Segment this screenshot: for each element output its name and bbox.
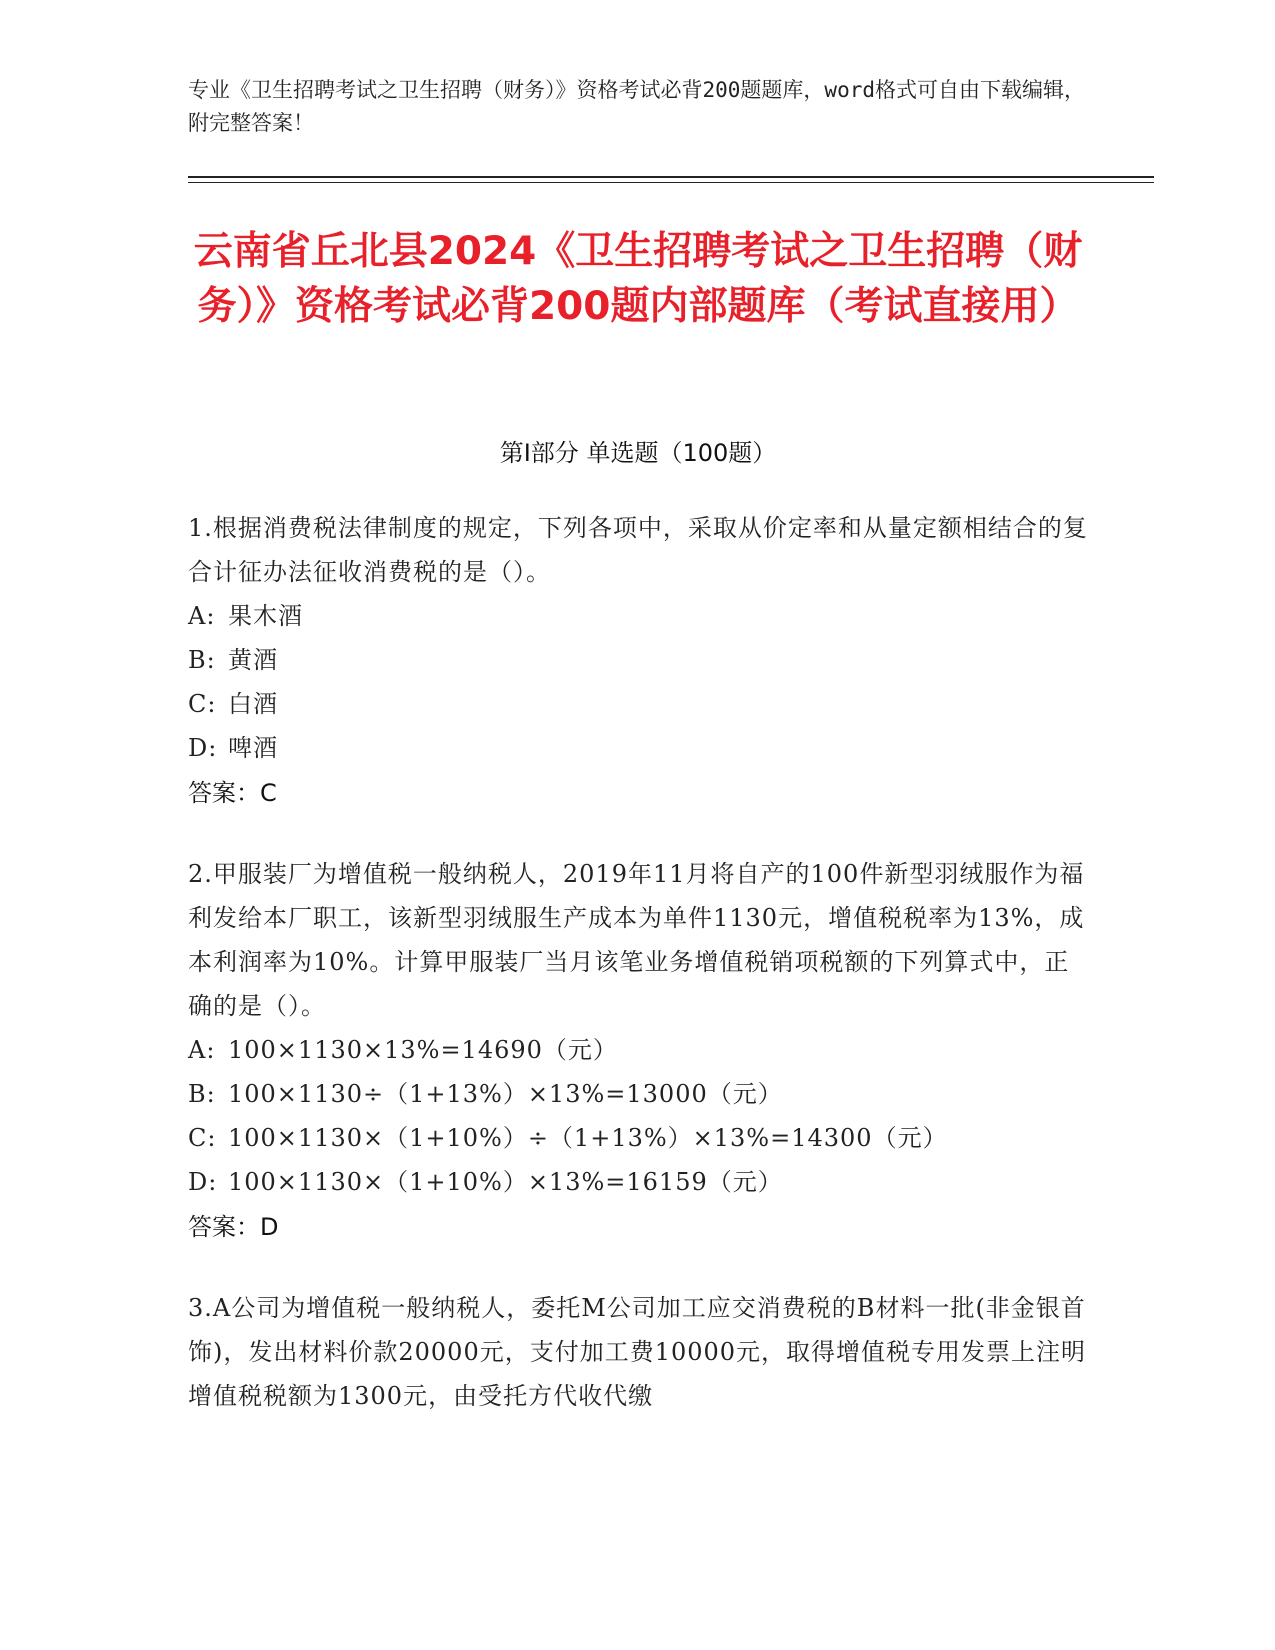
option-c xyxy=(188,682,1088,726)
option-b xyxy=(188,638,1088,682)
question-stem: 1.根据消费税法律制度的规定，下列各项中，采取从价定率和从量定额相结合的复合计征办法征收消费税的是（）。 xyxy=(188,514,1088,586)
option-text: 100×1130×13%=14690（元） xyxy=(228,1036,618,1064)
option-letter: A: xyxy=(188,1036,216,1064)
section-heading: 第Ⅰ部分 单选题（100题） xyxy=(499,439,777,467)
option-letter: A: xyxy=(188,602,216,630)
question-stem: 2.甲服装厂为增值税一般纳税人，2019年11月将自产的100件新型羽绒服作为福利发给本厂职工，该新型羽绒服生产成本为单件1130元，增值税税率为13%，成本利润率为10%。计算甲服装厂当月该笔业务增值税销项税额的下列算式中，正确的是（）。 xyxy=(188,860,1085,1020)
answer-label: 答案：D xyxy=(188,1213,279,1241)
question-3 xyxy=(188,1286,1088,1418)
option-text: 100×1130×（1+10%）÷（1+13%）×13%=14300（元） xyxy=(228,1124,948,1152)
option-d xyxy=(188,1160,1088,1204)
option-letter: C: xyxy=(188,1124,217,1152)
option-d xyxy=(188,726,1088,770)
option-text: 100×1130÷（1+13%）×13%=13000（元） xyxy=(228,1080,783,1108)
document-title: 云南省丘北县2024《卫生招聘考试之卫生招聘（财务）》资格考试必背200题内部题库（考试直接用） xyxy=(193,229,1083,329)
option-letter: D: xyxy=(188,734,218,762)
option-a xyxy=(188,1028,1088,1072)
question-1 xyxy=(188,506,1088,816)
option-letter: C: xyxy=(188,690,217,718)
option-letter: B: xyxy=(188,646,216,674)
header-divider-thin xyxy=(188,182,1154,183)
question-stem: 3.A公司为增值税一般纳税人，委托M公司加工应交消费税的B材料一批(非金银首饰)，发出材料价款20000元，支付加工费10000元，取得增值税专用发票上注明增值税税额为1300元，由受托方代收代缴 xyxy=(188,1294,1087,1410)
header-divider-thick xyxy=(188,176,1154,178)
option-text: 黄酒 xyxy=(228,646,278,674)
option-a xyxy=(188,594,1088,638)
option-c xyxy=(188,1116,1088,1160)
option-text: 啤酒 xyxy=(228,734,278,762)
option-text: 白酒 xyxy=(228,690,278,718)
option-letter: B: xyxy=(188,1080,216,1108)
question-2 xyxy=(188,852,1088,1250)
option-b xyxy=(188,1072,1088,1116)
header-note: 专业《卫生招聘考试之卫生招聘（财务）》资格考试必背200题题库，word格式可自由下载编辑，附完整答案！ xyxy=(188,78,1085,135)
answer-label: 答案：C xyxy=(188,779,277,807)
option-text: 100×1130×（1+10%）×13%=16159（元） xyxy=(228,1168,783,1196)
option-text: 果木酒 xyxy=(228,602,303,630)
option-letter: D: xyxy=(188,1168,218,1196)
